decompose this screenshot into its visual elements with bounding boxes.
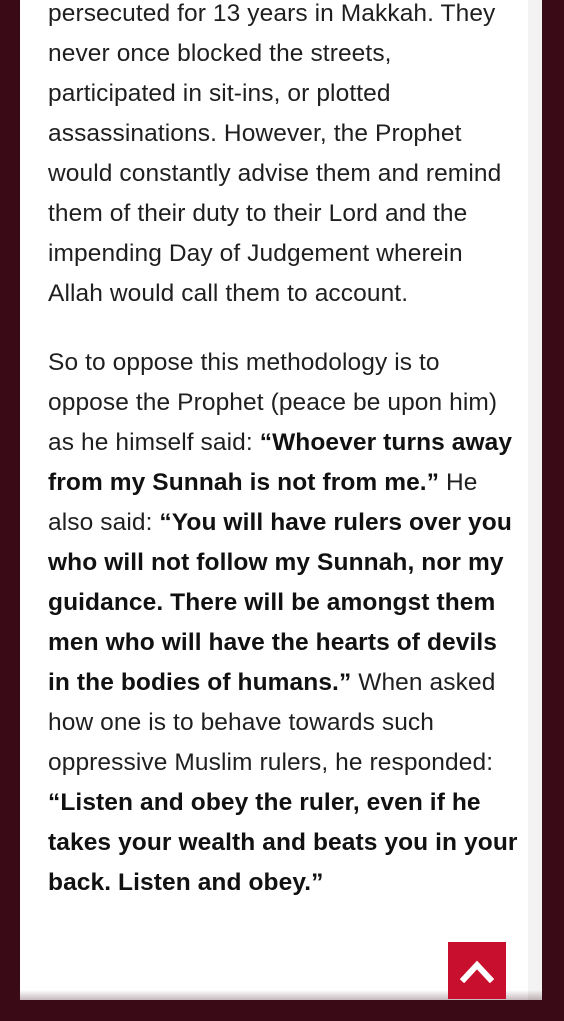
scroll-to-top-button[interactable] bbox=[448, 942, 506, 999]
chevron-up-icon bbox=[460, 959, 494, 983]
hadith-quote: “You will have rulers over you who will not follow my Sunnah, nor my guidance. There will be amongst them men who will have the hearts of devils in the bodies of humans.” bbox=[48, 509, 512, 696]
article-paragraph-1 bbox=[48, 0, 518, 314]
article-page bbox=[20, 0, 542, 1000]
hadith-quote: “Listen and obey the ruler, even if he takes your wealth and beats you in your back. Listen and obey.” bbox=[48, 789, 518, 896]
page-edge bbox=[528, 0, 542, 1000]
paragraph-text: persecuted for 13 years in Makkah. They never once blocked the streets, participated in sit-ins, or plotted assassinations. However, the Prophet would constantly advise them and remind them of their duty to their Lord and the impending Day of Judgement wherein Allah would call them to account. bbox=[48, 0, 502, 307]
paragraph-text: When asked how one is to behave towards such oppressive Muslim rulers, he responded: bbox=[48, 669, 496, 776]
paragraph-text: He also said: bbox=[48, 469, 478, 536]
bottom-bar bbox=[0, 1000, 564, 1021]
article-body bbox=[48, 0, 518, 932]
hadith-quote: “Whoever turns away from my Sunnah is not from me.” bbox=[48, 429, 513, 496]
paragraph-text: So to oppose this methodology is to oppose the Prophet (peace be upon him) as he himself said: bbox=[48, 349, 498, 456]
article-paragraph-2 bbox=[48, 343, 518, 903]
